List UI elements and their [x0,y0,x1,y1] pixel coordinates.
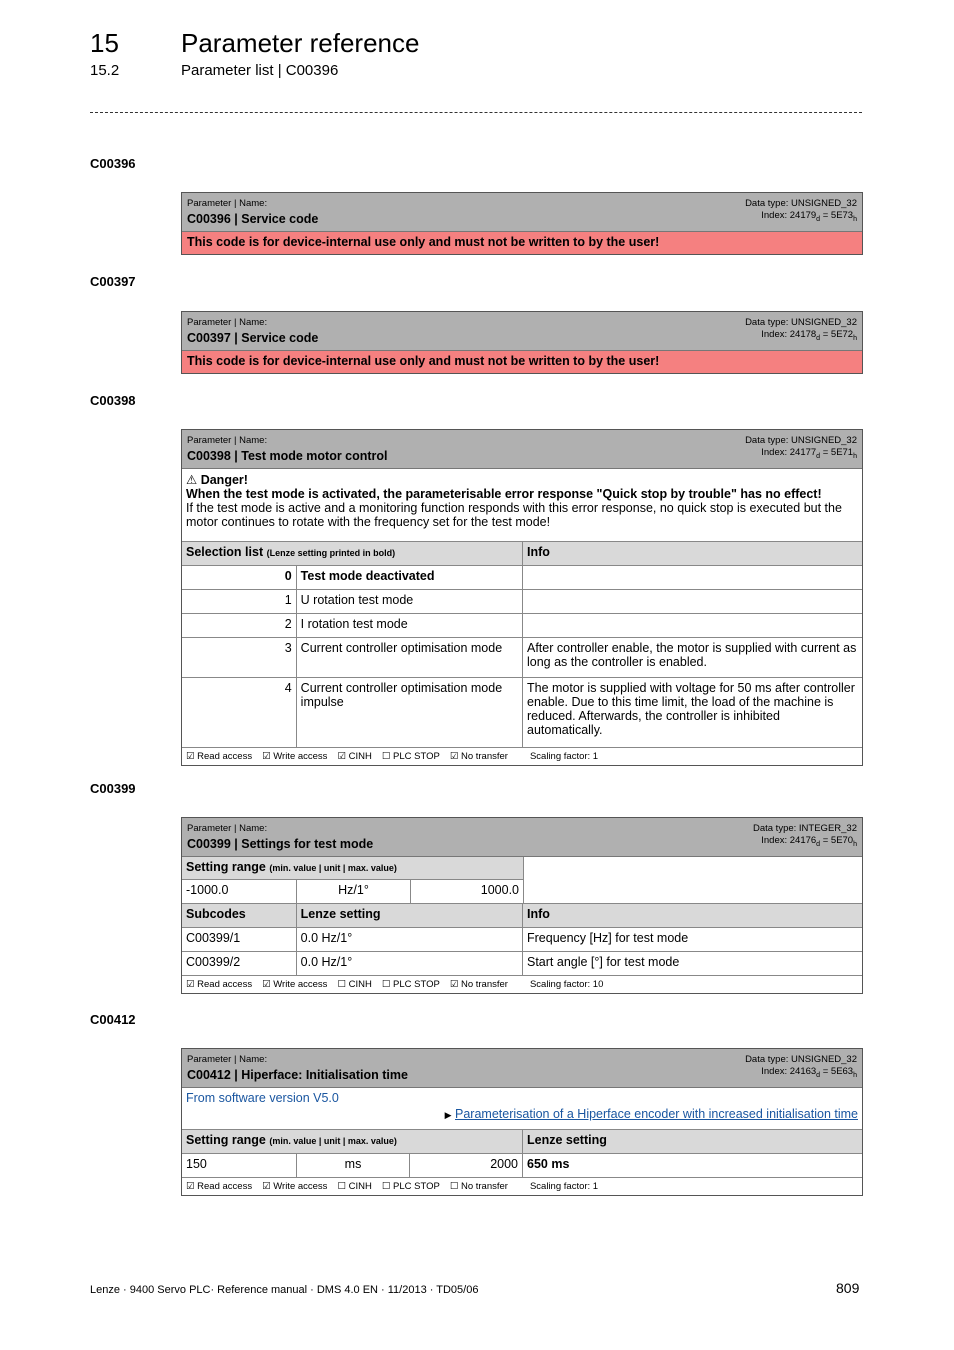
danger-bold-text: When the test mode is activated, the parameterisable error response "Quick stop by trouble" has no effect! [186,487,822,501]
chapter-number: 15 [90,28,119,58]
parameter-box-c00396 [181,192,863,255]
parameter-box-c00412 [181,1048,863,1196]
row-label: Test mode deactivated [296,566,522,589]
param-name: C00399 | Settings for test mode [187,837,374,851]
subcode: C00399/1 [186,931,241,945]
param-label: Parameter | Name: [187,823,268,834]
plc-stop-flag: ☐ PLC STOP [381,751,440,762]
cinh-flag: ☑ CINH [337,751,372,762]
setting-range-header: Setting range (min. value | unit | max. value) [182,857,523,880]
param-label: Parameter | Name: [187,317,268,328]
write-access: ☑ Write access [262,1181,328,1192]
row-label: Current controller optimisation mode impulse [296,678,522,747]
row-number: 2 [284,617,292,631]
data-type: Data type: UNSIGNED_32 [745,198,857,209]
warning-banner: This code is for device-internal use only and must not be written to by the user! [182,351,862,373]
table-header [182,903,862,927]
subcodes-header: Subcodes [186,907,246,921]
param-index: Index: $24163_d = 5E63_h$ [761,1066,857,1079]
table-row [182,677,862,747]
parameter-box-c00397 [181,311,863,374]
scaling-factor: Scaling factor: 10 [529,979,604,990]
data-type: Data type: UNSIGNED_32 [745,1054,857,1065]
lenze-setting: 0.0 Hz/1° [296,952,522,975]
access-footer [182,747,862,765]
range-max: 2000 [409,1154,522,1177]
row-number: 1 [284,593,292,607]
scaling-factor: Scaling factor: 1 [529,1181,599,1192]
lenze-setting-header: Lenze setting [522,1130,862,1153]
table-header [182,1129,862,1153]
table-row [182,1153,862,1177]
section-number: 15.2 [90,62,120,79]
scaling-factor: Scaling factor: 1 [529,751,599,762]
row-label: Current controller optimisation mode [296,638,522,677]
info-header: Info [522,542,862,565]
param-name: C00412 | Hiperface: Initialisation time [187,1068,408,1082]
param-name: C00397 | Service code [187,331,319,345]
version-note [182,1088,862,1129]
row-info: Frequency [Hz] for test mode [522,928,862,951]
param-label: Parameter | Name: [187,435,268,446]
cross-reference[interactable] [186,1107,858,1121]
read-access: ☑ Read access [186,751,253,762]
row-label: U rotation test mode [296,590,522,613]
header-rule [90,112,862,113]
param-name: C00396 | Service code [187,212,319,226]
no-transfer-flag: ☐ No transfer [449,1181,508,1192]
param-index: Index: $24179_d = 5E73_h$ [761,210,857,223]
write-access: ☑ Write access [262,751,328,762]
row-info: The motor is supplied with voltage for 50 ms after controller enable. Due to this time limit, the load of the machine is reduced. Afterwards, the controller is inhibited automatically. [522,678,862,747]
row-info [522,614,862,637]
table-header [182,541,862,565]
row-number: 4 [284,681,292,695]
lenze-setting-value: 650 ms [522,1154,862,1177]
danger-note [182,469,862,541]
row-number: 3 [284,641,292,655]
no-transfer-flag: ☑ No transfer [449,751,508,762]
no-transfer-flag: ☑ No transfer [449,979,508,990]
param-index: Index: $24178_d = 5E72_h$ [761,329,857,342]
table-row [182,565,862,589]
info-header: Info [522,904,862,927]
range-values [182,880,523,903]
range-unit: Hz/1° [296,880,410,903]
selection-list-header: Selection list (Lenze setting printed in bold) [186,545,396,559]
param-label: Parameter | Name: [187,198,268,209]
access-footer [182,1177,862,1195]
param-index: Index: $24176_d = 5E70_h$ [761,835,857,848]
read-access: ☑ Read access [186,1181,253,1192]
plc-stop-flag: ☐ PLC STOP [381,1181,440,1192]
table-row [182,951,862,975]
subcode: C00399/2 [186,955,241,969]
setting-range-header: Setting range (min. value | unit | max. value) [186,1133,397,1147]
row-info: After controller enable, the motor is supplied with current as long as the controller is enabled. [522,638,862,677]
lenze-setting-header: Lenze setting [296,904,522,927]
page-number: 809 [836,1280,860,1296]
cinh-flag: ☐ CINH [337,1181,372,1192]
setting-range-block [182,857,862,903]
data-type: Data type: UNSIGNED_32 [745,317,857,328]
section-heading-c00397: C00397 [90,274,136,289]
parameter-header [182,1049,862,1088]
param-label: Parameter | Name: [187,1054,268,1065]
write-access: ☑ Write access [262,979,328,990]
section-title: Parameter list | C00396 [181,62,339,79]
parameter-box-c00399 [181,817,863,994]
section-heading-c00398: C00398 [90,393,136,408]
danger-title: Danger! [200,473,248,487]
data-type: Data type: INTEGER_32 [752,823,857,834]
table-row [182,927,862,951]
software-version: From software version V5.0 [186,1091,339,1105]
table-row [182,637,862,677]
range-min: 150 [186,1157,207,1171]
table-row [182,613,862,637]
param-name: C00398 | Test mode motor control [187,449,388,463]
table-row [182,589,862,613]
section-heading-c00399: C00399 [90,781,136,796]
plc-stop-flag: ☐ PLC STOP [381,979,440,990]
row-info: Start angle [°] for test mode [522,952,862,975]
danger-text: If the test mode is active and a monitoring function responds with this error response, no quick stop is executed but the motor continues to rotate with the frequency set for the test mode! [186,501,842,529]
section-heading-c00396: C00396 [90,156,136,171]
parameter-header [182,193,862,232]
range-min: -1000.0 [186,883,229,897]
row-info [522,566,862,589]
lenze-setting: 0.0 Hz/1° [296,928,522,951]
parameter-box-c00398 [181,429,863,766]
data-type: Data type: UNSIGNED_32 [745,435,857,446]
section-heading-c00412: C00412 [90,1012,136,1027]
cinh-flag: ☐ CINH [337,979,372,990]
access-footer [182,975,862,993]
parameter-header [182,430,862,469]
warning-banner: This code is for device-internal use only and must not be written to by the user! [182,232,862,254]
parameter-header [182,818,862,857]
warning-triangle-icon: ⚠ [186,473,198,487]
row-info [522,590,862,613]
param-index: Index: $24177_d = 5E71_h$ [761,447,857,460]
read-access: ☑ Read access [186,979,253,990]
row-label: I rotation test mode [296,614,522,637]
row-number: 0 [284,569,292,583]
triangle-right-icon: ▶ [444,1110,452,1120]
parameter-header [182,312,862,351]
range-max: 1000.0 [410,880,523,903]
range-unit: ms [296,1154,410,1177]
chapter-title: Parameter reference [181,28,420,58]
page-footer: Lenze · 9400 Servo PLC· Reference manual · DMS 4.0 EN · 11/2013 · TD05/06 [90,1284,479,1296]
hiperface-link[interactable]: Parameterisation of a Hiperface encoder with increased initialisation time [455,1107,858,1121]
